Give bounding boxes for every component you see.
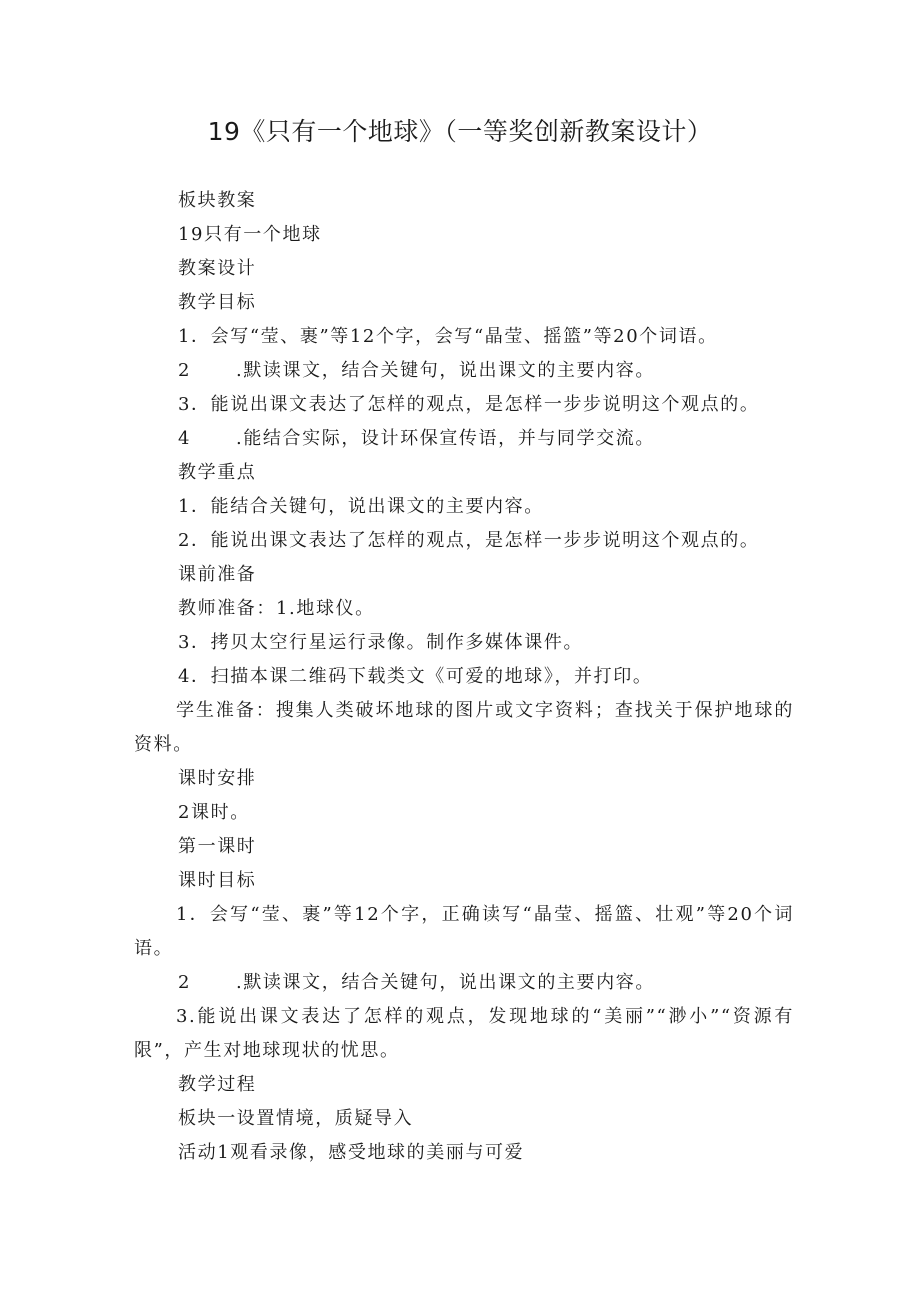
section-heading: 板块教案	[178, 190, 257, 211]
paragraph: 活动1观看录像，感受地球的美丽与可爱	[178, 1142, 525, 1163]
lesson-title: 19只有一个地球	[178, 224, 322, 245]
section-heading: 教学过程	[178, 1074, 257, 1095]
list-item: 3．拷贝太空行星运行录像。制作多媒体课件。	[178, 632, 584, 653]
list-text: .能结合实际，设计环保宣传语，并与同学交流。	[236, 428, 655, 449]
list-number: 4	[178, 428, 192, 449]
section-heading: 课前准备	[178, 564, 257, 585]
paragraph: 教师准备：1.地球仪。	[178, 598, 375, 619]
section-heading: 教案设计	[178, 258, 257, 279]
list-item	[134, 354, 794, 388]
section-heading: 教学重点	[178, 462, 257, 483]
list-text: .默读课文，结合关键句，说出课文的主要内容。	[236, 360, 655, 381]
section-heading: 课时目标	[178, 870, 257, 891]
list-item: 2．能说出课文表达了怎样的观点，是怎样一步步说明这个观点的。	[178, 530, 760, 551]
section-heading: 课时安排	[178, 768, 257, 789]
list-item: 4．扫描本课二维码下载类文《可爱的地球》，并打印。	[178, 666, 653, 687]
list-item	[134, 422, 794, 456]
list-item	[134, 966, 794, 1000]
document-body	[134, 184, 794, 1170]
list-item: 1．能结合关键句，说出课文的主要内容。	[178, 496, 544, 517]
paragraph: 学生准备：搜集人类破坏地球的图片或文字资料；查找关于保护地球的资料。	[134, 700, 794, 755]
section-heading: 教学目标	[178, 292, 257, 313]
section-heading: 第一课时	[178, 836, 257, 857]
list-item: 3．能说出课文表达了怎样的观点，是怎样一步步说明这个观点的。	[178, 394, 760, 415]
list-item: 1．会写“莹、裹”等12个字，正确读写“晶莹、摇篮、壮观”等20个词语。	[134, 904, 794, 959]
list-number: 2	[178, 972, 192, 993]
list-item: 1．会写“莹、裹”等12个字，会写“晶莹、摇篮”等20个词语。	[178, 326, 718, 347]
paragraph: 板块一设置情境，质疑导入	[178, 1108, 414, 1129]
list-text: .默读课文，结合关键句，说出课文的主要内容。	[236, 972, 655, 993]
list-number: 2	[178, 360, 192, 381]
list-item: 3.能说出课文表达了怎样的观点，发现地球的“美丽”“渺小”“资源有限”，产生对地球现状的忧思。	[134, 1006, 794, 1061]
paragraph: 2课时。	[178, 802, 250, 823]
document-title: 19《只有一个地球》（一等奖创新教案设计）	[207, 117, 713, 146]
